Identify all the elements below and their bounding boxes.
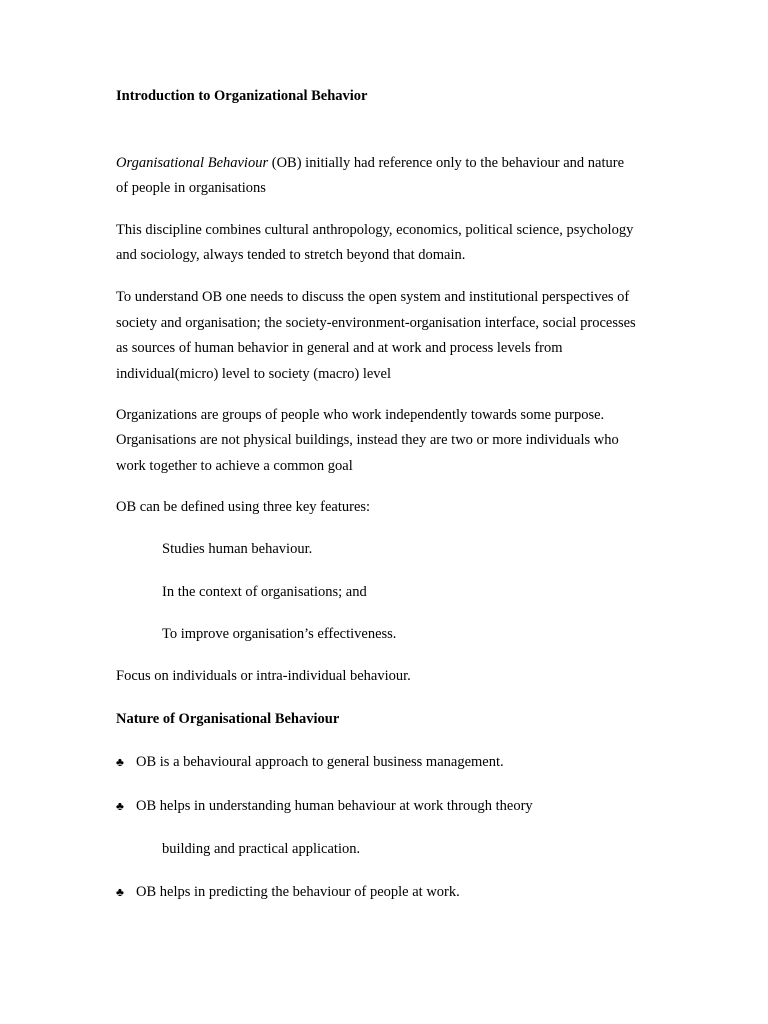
nature-heading: Nature of Organisational Behaviour [116,711,340,727]
understand-line: as sources of human behavior in general and at work and process levels from [116,340,563,356]
intro-line-1 [116,154,624,172]
document-title: Introduction to Organizational Behavior [116,88,368,104]
discipline-line: This discipline combines cultural anthropology, economics, political science, psychology [116,222,634,238]
nature-point-text: OB helps in predicting the behaviour of people at work. [136,884,460,900]
intro-line-1-rest: (OB) initially had reference only to the behaviour and nature [268,155,625,171]
intro-term: Organisational Behaviour [116,155,269,171]
feature-item: In the context of organisations; and [162,584,367,600]
understand-line: society and organisation; the society-environment-organisation interface, social processes [116,315,636,331]
nature-point-continued: building and practical application. [162,841,361,857]
organizations-line: work together to achieve a common goal [116,458,353,474]
nature-point-text: OB helps in understanding human behaviour at work through theory [136,798,533,814]
discipline-line: and sociology, always tended to stretch beyond that domain. [116,247,466,263]
club-bullet-icon: ♣ [116,799,124,813]
organizations-line: Organizations are groups of people who work independently towards some purpose. [116,407,605,423]
organizations-line: Organisations are not physical buildings, instead they are two or more individuals who [116,432,619,448]
feature-item: To improve organisation’s effectiveness. [162,626,397,642]
nature-point-text: OB is a behavioural approach to general business management. [136,754,504,770]
focus-text: Focus on individuals or intra-individual behaviour. [116,668,411,684]
understand-line: To understand OB one needs to discuss the open system and institutional perspectives of [116,289,630,305]
understand-line: individual(micro) level to society (macro) level [116,366,391,382]
club-bullet-icon: ♣ [116,885,124,899]
intro-line-2: of people in organisations [116,180,266,196]
club-bullet-icon: ♣ [116,755,124,769]
feature-item: Studies human behaviour. [162,541,313,557]
features-intro: OB can be defined using three key features: [116,499,371,515]
